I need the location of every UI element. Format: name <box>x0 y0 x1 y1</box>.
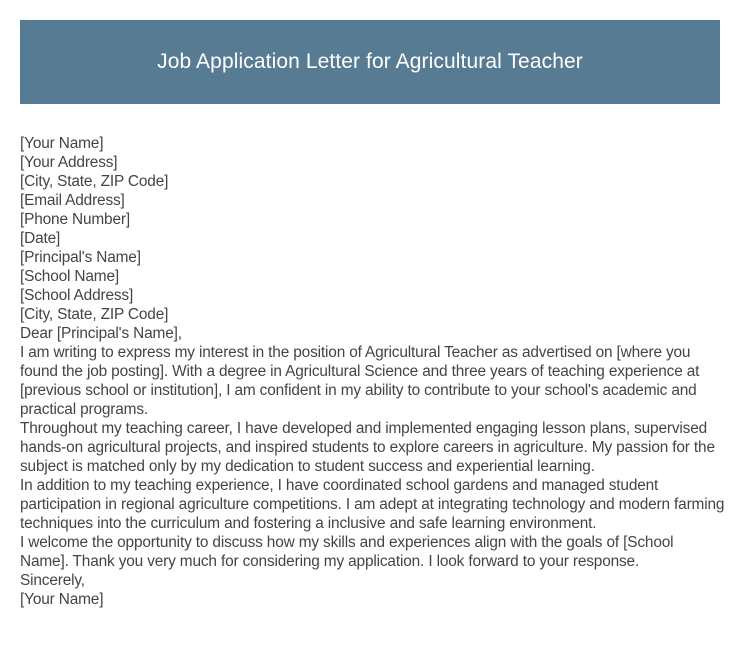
paragraph-intro: I am writing to express my interest in the position of Agricultural Teacher as advertised on [where you found the job posting]. With a degree in Agricultural Science and three years of teaching experience at [previous school or institution], I am confident in my ability to contribute to your school's academic and practical programs. <box>20 344 700 418</box>
letter-body <box>20 134 725 609</box>
recipient-city-state-zip: [City, State, ZIP Code] <box>20 306 169 323</box>
letter-date: [Date] <box>20 230 61 247</box>
paragraph-closing: I welcome the opportunity to discuss how my skills and experiences align with the goals of [School Name]. Thank you very much for considering my application. I look forward to your response. <box>20 534 674 570</box>
sender-city-state-zip: [City, State, ZIP Code] <box>20 173 169 190</box>
sender-phone: [Phone Number] <box>20 211 130 228</box>
recipient-school: [School Name] <box>20 268 119 285</box>
paragraph-experience: In addition to my teaching experience, I have coordinated school gardens and managed student participation in regional agriculture competitions. I am adept at integrating technology and modern farming techniques into the curriculum and fostering a inclusive and safe learning environment. <box>20 477 725 532</box>
recipient-name: [Principal's Name] <box>20 249 141 266</box>
recipient-address: [School Address] <box>20 287 134 304</box>
salutation: Dear [Principal's Name], <box>20 325 182 342</box>
signature: [Your Name] <box>20 591 104 608</box>
sender-email: [Email Address] <box>20 192 125 209</box>
sender-address: [Your Address] <box>20 154 118 171</box>
page-title: Job Application Letter for Agricultural Teacher <box>157 50 583 73</box>
closing: Sincerely, <box>20 572 85 589</box>
sender-name: [Your Name] <box>20 135 104 152</box>
page-header <box>20 20 720 104</box>
paragraph-career: Throughout my teaching career, I have developed and implemented engaging lesson plans, supervised hands-on agricultural projects, and inspired students to explore careers in agriculture. My passion for the subject is matched only by my dedication to student success and experiential learning. <box>20 420 715 475</box>
